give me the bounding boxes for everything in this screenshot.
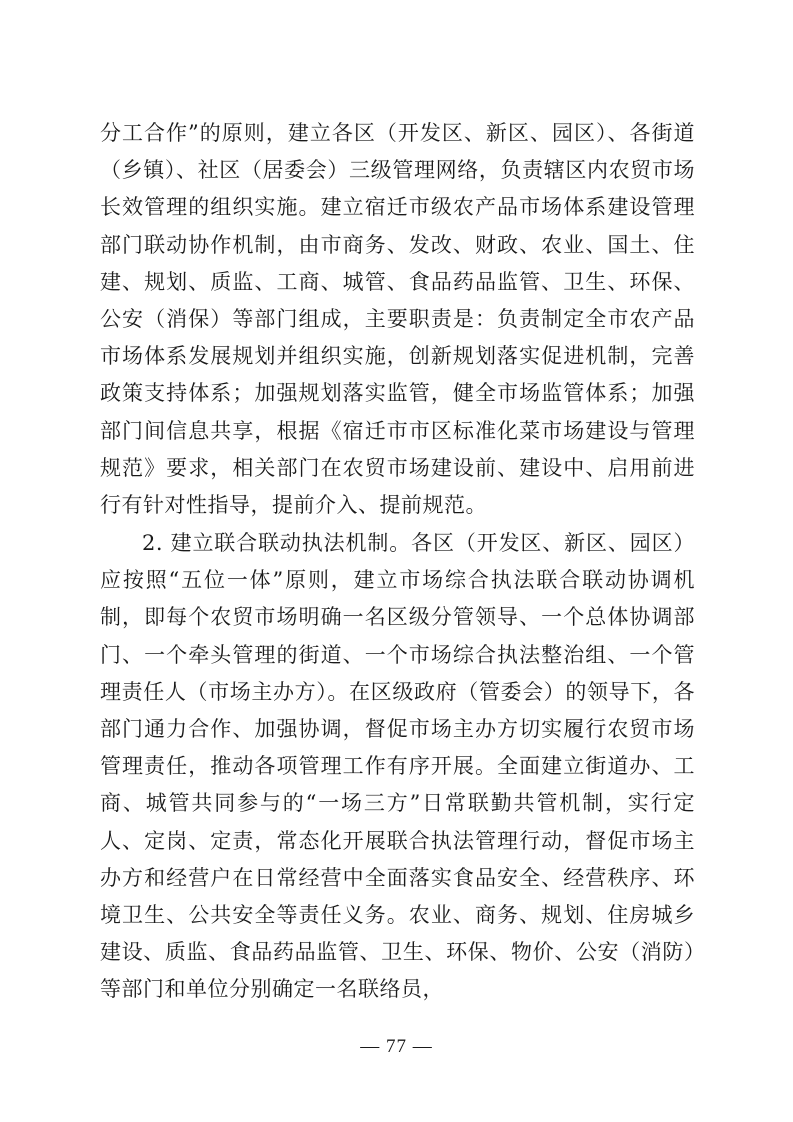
page-number: — 77 — xyxy=(360,1036,433,1057)
body-paragraph-continued: 分工合作”的原则，建立各区（开发区、新区、园区）、各街道（乡镇）、社区（居委会）三级管理网络，负责辖区内农贸市场长效管理的组织实施。建立宿迁市级农产品市场体系建设管理部门联动协作机制，由市商务、发改、财政、农业、国土、住建、规划、质监、工商、城管、食品药品监管、卫生、环保、公安（消保）等部门组成，主要职责是：负责制定全市农产品市场体系发展规划并组织实施，创新规划落实促进机制，完善政策支持体系；加强规划落实监管，健全市场监管体系；加强部门间信息共享，根据《宿迁市市区标准化菜市场建设与管理规范》要求，相关部门在农贸市场建设前、建设中、启用前进行有针对性指导，提前介入、提前规范。 xyxy=(100,121,695,518)
body-paragraph-joint-enforcement: 2. 建立联合联动执法机制。各区（开发区、新区、园区）应按照“五位一体”原则，建立市场综合执法联合联动协调机制，即每个农贸市场明确一名区级分管领导、一个总体协调部门、一个牵头管理的街道、一个市场综合执法整治组、一个管理责任人（市场主办方）。在区级政府（管委会）的领导下，各部门通力合作、加强协调，督促市场主办方切实履行农贸市场管理责任，推动各项管理工作有序开展。全面建立街道办、工商、城管共同参与的“一场三方”日常联勤共管机制，实行定人、定岗、定责，常态化开展联合执法管理行动，督促市场主办方和经营户在日常经营中全面落实食品安全、经营秩序、环境卫生、公共安全等责任义务。农业、商务、规划、住房城乡建设、质监、食品药品监管、卫生、环保、物价、公安（消防）等部门和单位分别确定一名联络员， xyxy=(100,531,695,1002)
